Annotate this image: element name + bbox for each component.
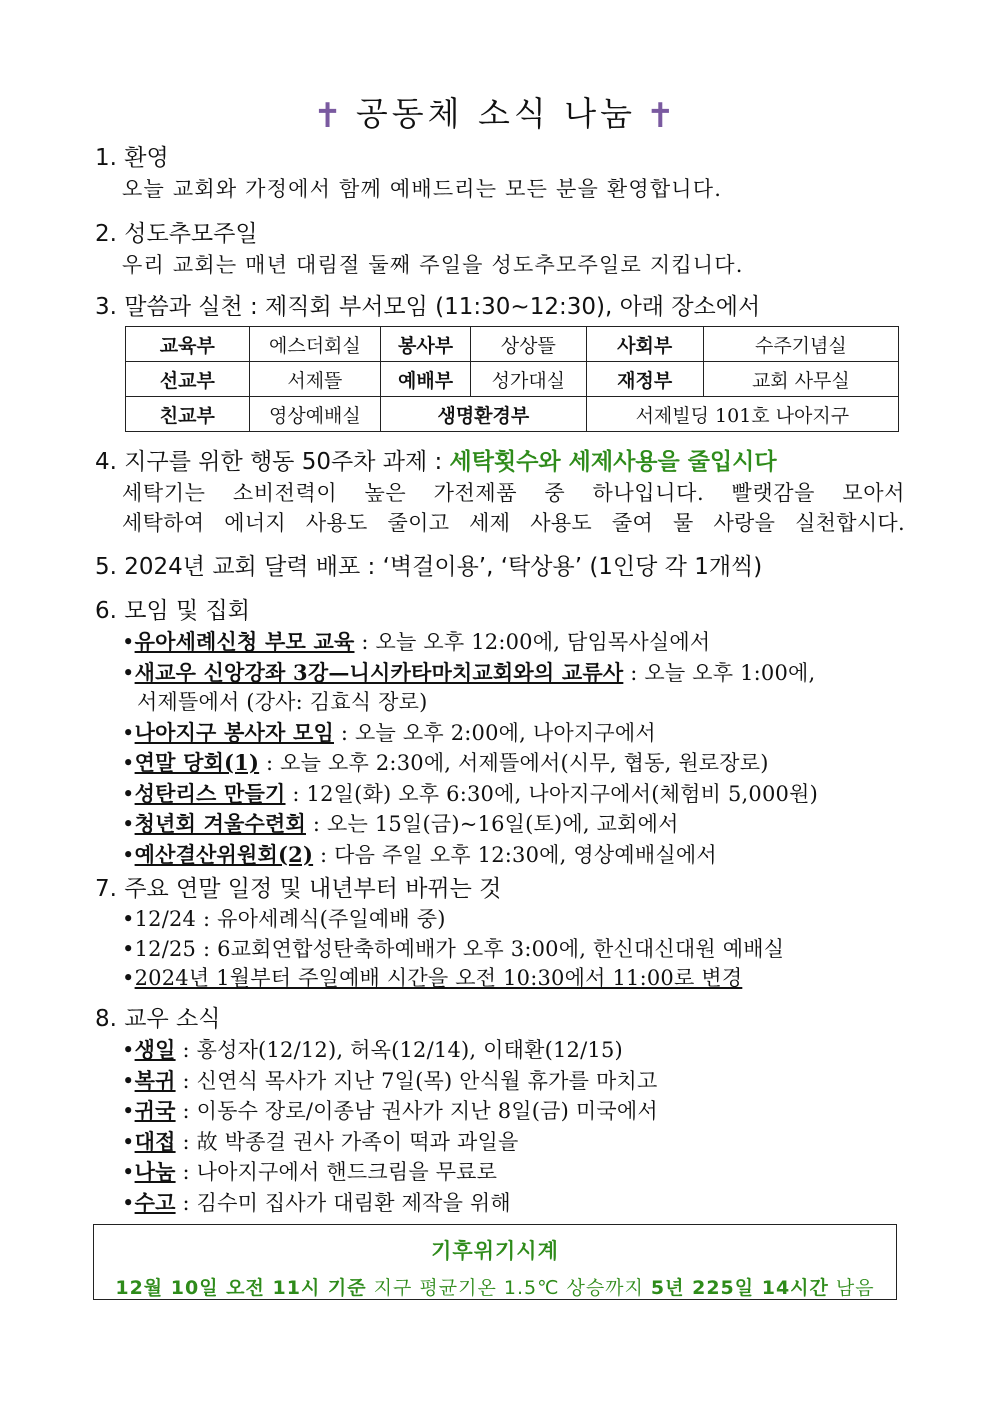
action-highlight: 세탁횟수와 세제사용을 줄입시다 (449, 449, 777, 475)
list-item: •수고 : 김수미 집사가 대림환 제작을 위해 (122, 1189, 511, 1215)
section-earth-action (95, 446, 905, 538)
section-heading (95, 446, 905, 478)
dept-name: 생명환경부 (381, 397, 587, 432)
list-item: •나눔 : 나아지구에서 핸드크림을 무료로 (122, 1159, 498, 1184)
heading-text: 4. 지구를 위한 행동 50주차 과제 : (95, 449, 450, 475)
table-row (126, 397, 899, 432)
list-item: •대접 : 故 박종걸 권사 가족이 떡과 과일을 (122, 1128, 519, 1154)
cross-icon: ✝ (313, 96, 346, 136)
section-meetings (95, 595, 905, 870)
section-member-news (95, 1003, 905, 1218)
section-heading: 7. 주요 연말 일정 및 내년부터 바뀌는 것 (95, 876, 502, 902)
dept-name: 친교부 (126, 397, 250, 432)
dept-place: 성가대실 (470, 362, 586, 397)
section-body-line: 세탁하여 에너지 사용도 줄이고 세제 사용도 줄여 물 사랑을 실천합시다. (122, 511, 905, 535)
climate-clock-box (93, 1224, 897, 1300)
list-item: •복귀 : 신연식 목사가 지난 7일(목) 안식월 휴가를 마치고 (122, 1067, 658, 1093)
list-item: •유아세례신청 부모 교육 : 오늘 오후 12:00에, 담임목사실에서 (122, 629, 711, 654)
section-memorial-sunday (95, 218, 905, 280)
section-body: 우리 교회는 매년 대림절 둘째 주일을 성도추모주일로 지킵니다. (122, 253, 744, 277)
dept-place: 서제빌딩 101호 나아지구 (586, 397, 898, 432)
list-item: •귀국 : 이동수 장로/이종남 권사가 지난 8일(금) 미국에서 (122, 1098, 658, 1123)
section-heading: 3. 말씀과 실천 : 제직회 부서모임 (11:30~12:30), 아래 장소에서 (95, 294, 761, 320)
list-item: •생일 : 홍성자(12/12), 허옥(12/14), 이태환(12/15) (122, 1037, 623, 1062)
section-heading: 8. 교우 소식 (95, 1006, 221, 1032)
dept-name: 선교부 (126, 362, 250, 397)
title-text: 공동체 소식 나눔 (355, 94, 637, 133)
list-item: •새교우 신앙강좌 3강—니시카타마치교회와의 교류사 : 오늘 오후 1:00에, (122, 659, 816, 685)
cross-icon: ✝ (646, 96, 679, 136)
list-item: •연말 당회(1) : 오늘 오후 2:30에, 서제뜰에서(시무, 협동, 원로장로) (122, 750, 769, 775)
section-heading: 5. 2024년 교회 달력 배포 : ‘벽걸이용’, ‘탁상용’ (1인당 각 1개씩) (95, 554, 763, 580)
dept-place: 에스더회실 (249, 327, 380, 362)
dept-place: 서제뜰 (249, 362, 380, 397)
list-item: •12/25 : 6교회연합성탄축하예배가 오후 3:00에, 한신대신대원 예배실 (122, 936, 785, 961)
dept-place: 교회 사무실 (703, 362, 898, 397)
dept-name: 예배부 (381, 362, 471, 397)
list-item: •2024년 1월부터 주일예배 시간을 오전 10:30에서 11:00로 변경 (122, 966, 743, 990)
dept-place: 영상예배실 (249, 397, 380, 432)
department-table (125, 326, 899, 432)
list-item: •12/24 : 유아세례식(주일예배 중) (122, 907, 446, 931)
page-title (0, 88, 992, 136)
dept-place: 상상뜰 (470, 327, 586, 362)
dept-name: 사회부 (586, 327, 703, 362)
section-body: 오늘 교회와 가정에서 함께 예배드리는 모든 분을 환영합니다. (122, 177, 723, 201)
section-heading: 1. 환영 (95, 145, 169, 171)
section-year-end-schedule (95, 873, 905, 994)
dept-place: 수주기념실 (703, 327, 898, 362)
list-item: •성탄리스 만들기 : 12일(화) 오후 6:30에, 나아지구에서(체험비 5,000원) (122, 780, 818, 806)
list-item: •청년회 겨울수련회 : 오는 15일(금)~16일(토)에, 교회에서 (122, 811, 679, 836)
dept-name: 재정부 (586, 362, 703, 397)
list-item: •예산결산위원회(2) : 다음 주일 오후 12:30에, 영상예배실에서 (122, 841, 717, 867)
section-heading: 6. 모임 및 집회 (95, 598, 250, 624)
list-item-continued: 서제뜰에서 (강사: 김효식 장로) (137, 690, 428, 714)
dept-name: 교육부 (126, 327, 250, 362)
section-department-meetings (95, 291, 905, 323)
section-calendar (95, 551, 905, 583)
section-body-line: 세탁기는 소비전력이 높은 가전제품 중 하나입니다. 빨랫감을 모아서 (122, 481, 905, 505)
section-welcome (95, 142, 905, 204)
climate-clock-title: 기후위기시계 (431, 1239, 559, 1263)
table-row (126, 362, 899, 397)
list-item: •나아지구 봉사자 모임 : 오늘 오후 2:00에, 나아지구에서 (122, 719, 656, 745)
table-row (126, 327, 899, 362)
section-heading: 2. 성도추모주일 (95, 221, 258, 247)
dept-name: 봉사부 (381, 327, 471, 362)
climate-clock-text: 12월 10일 오전 11시 기준 지구 평균기온 1.5℃ 상승까지 5년 225일 14시간 남음 (115, 1277, 875, 1299)
